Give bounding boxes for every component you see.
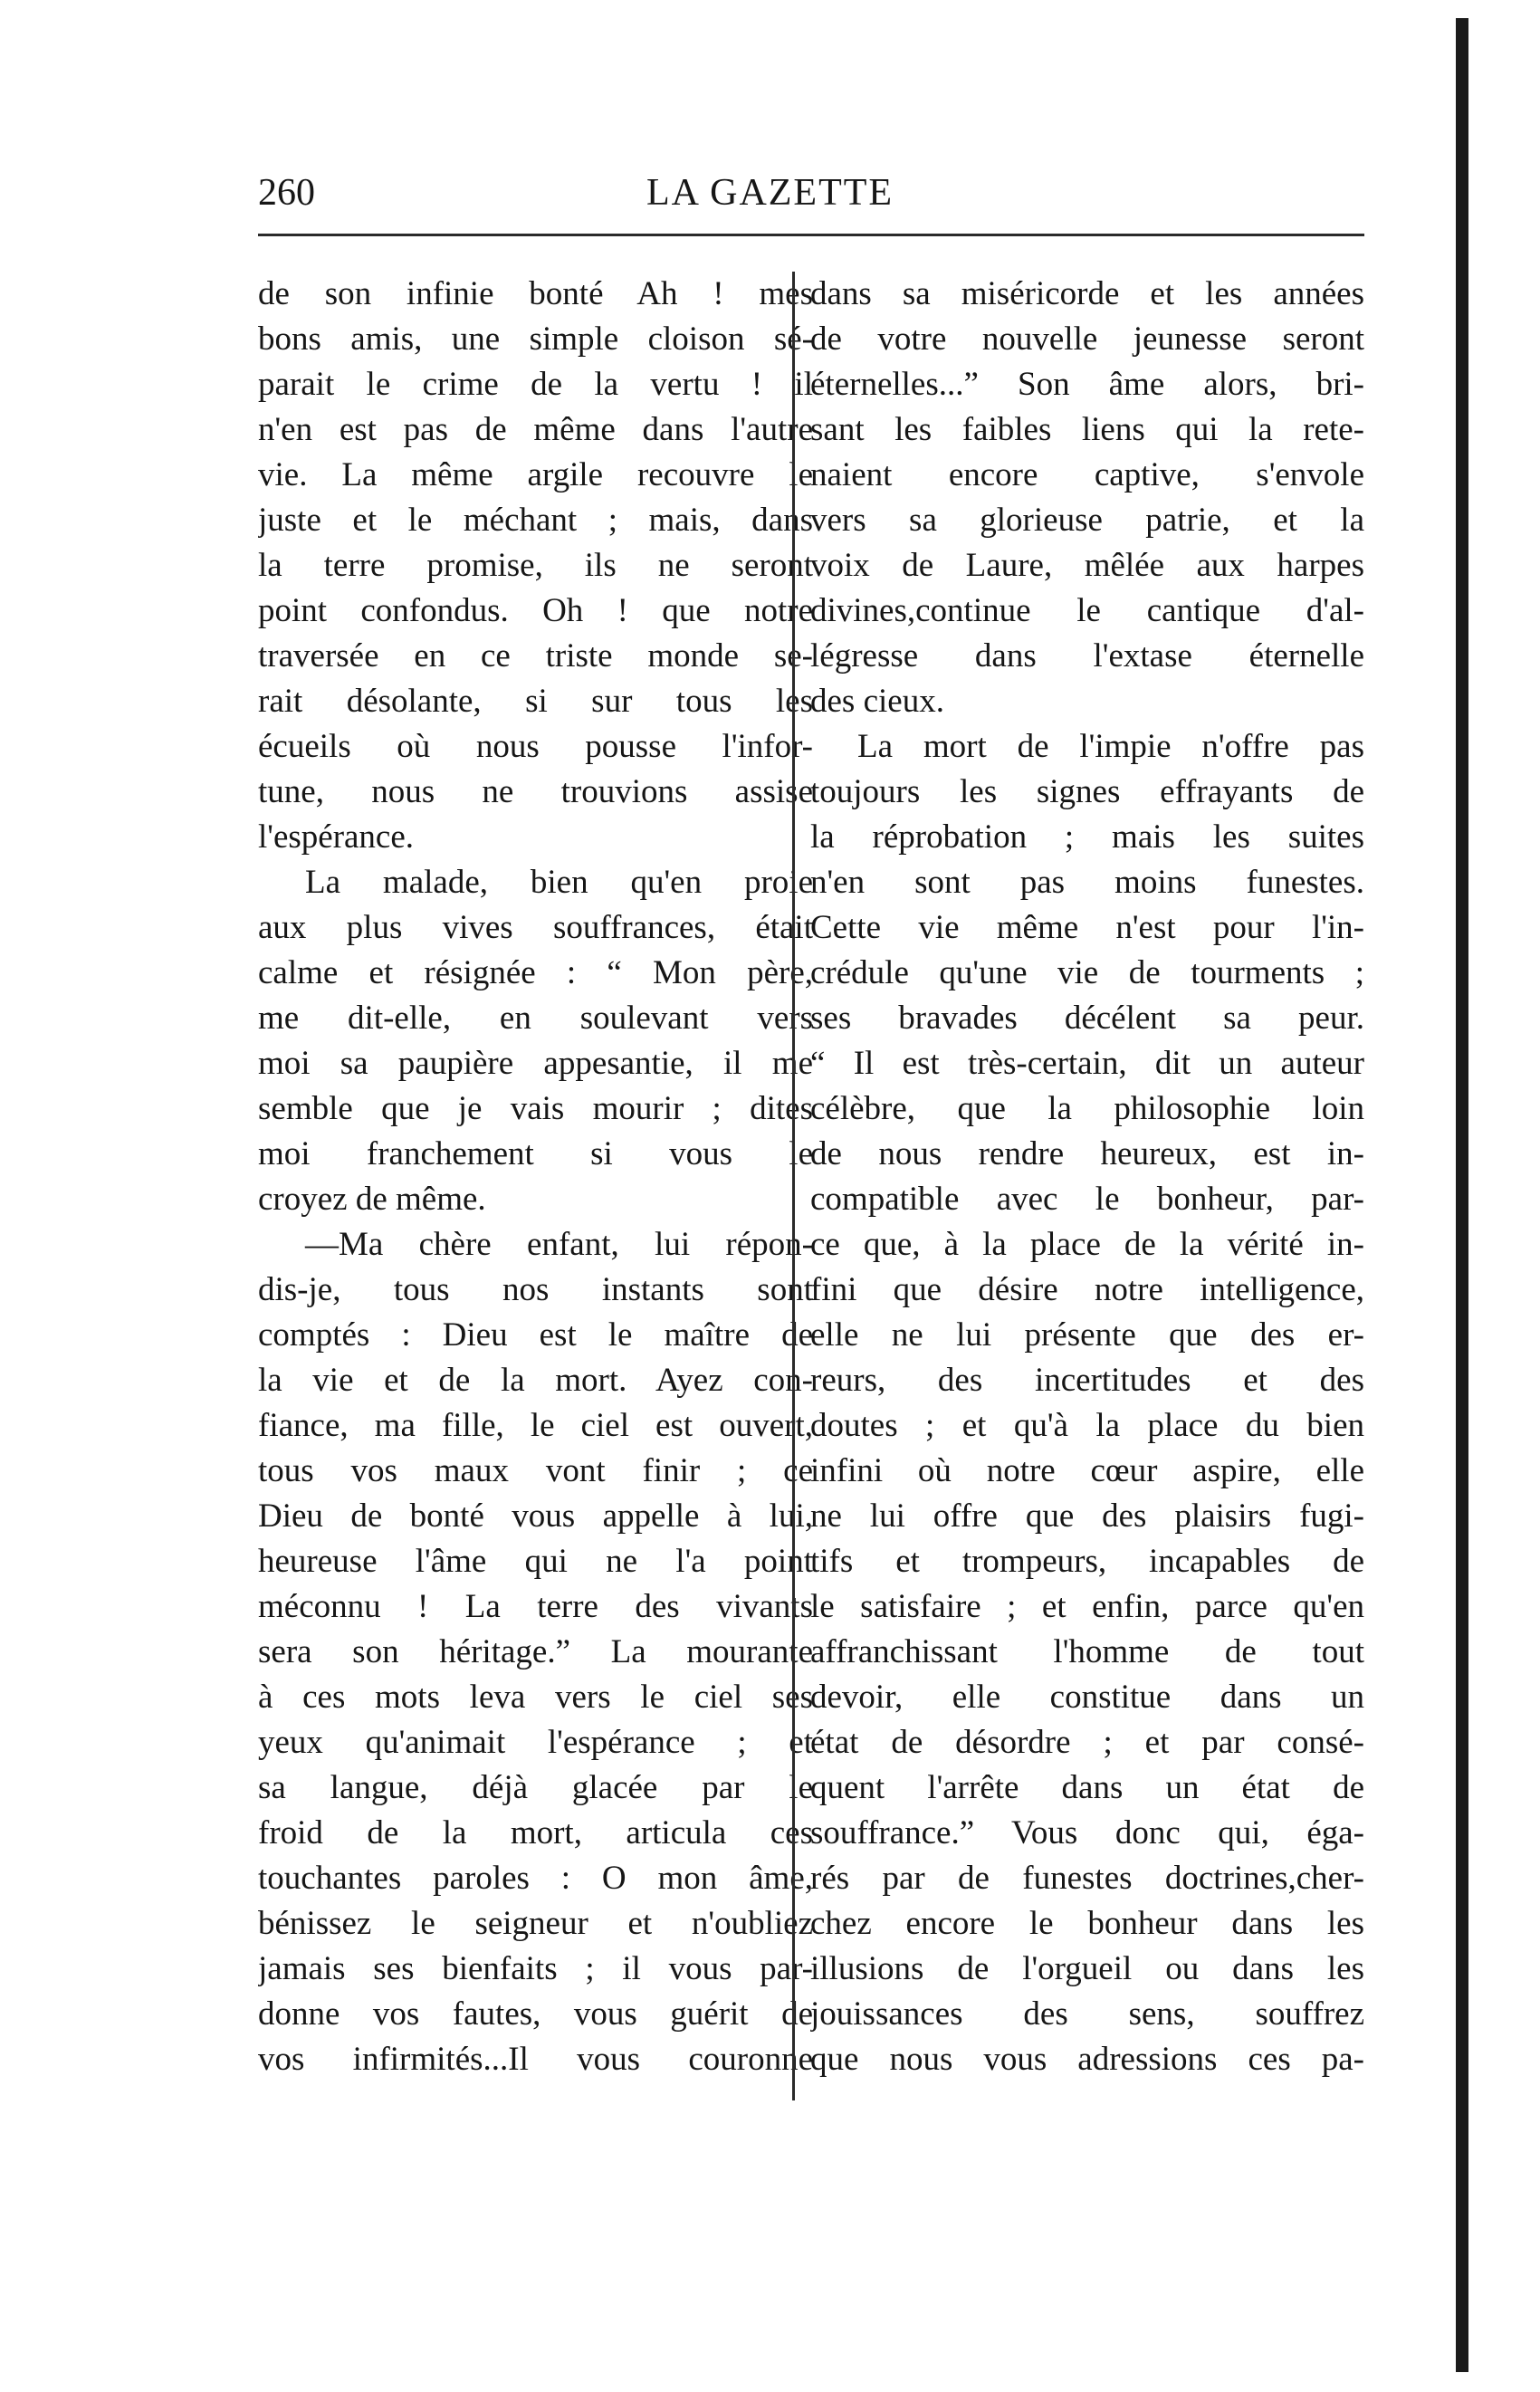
text-line: moi franchement si vous le	[258, 1135, 813, 1172]
text-line: l'espérance.	[258, 818, 415, 856]
text-line: la terre promise, ils ne seront	[258, 547, 813, 584]
text-line: méconnu ! La terre des vivants	[258, 1588, 813, 1625]
text-line: donne vos fautes, vous guérit de	[258, 1995, 813, 2033]
header-rule	[258, 234, 1364, 236]
text-line: fini que désire notre intelligence,	[810, 1271, 1364, 1308]
text-line: dans sa miséricorde et les années	[810, 275, 1364, 312]
text-line: yeux qu'animait l'espérance ; et	[258, 1724, 813, 1761]
text-line: La malade, bien qu'en proie	[305, 864, 813, 901]
text-line: me dit-elle, en soulevant vers	[258, 1000, 813, 1037]
text-line: vie. La même argile recouvre le	[258, 456, 813, 493]
text-line: de nous rendre heureux, est in-	[810, 1135, 1364, 1172]
running-head-title: LA GAZETTE	[646, 172, 894, 214]
column-right	[810, 272, 1364, 2082]
text-line: la réprobation ; mais les suites	[810, 818, 1364, 856]
text-line: juste et le méchant ; mais, dans	[258, 502, 813, 539]
text-line: éternelles...” Son âme alors, bri-	[810, 366, 1364, 403]
text-line: dis-je, tous nos instants sont	[258, 1271, 813, 1308]
text-line: fiance, ma fille, le ciel est ouvert,	[258, 1407, 813, 1444]
text-line: le satisfaire ; et enfin, parce qu'en	[810, 1588, 1364, 1625]
text-line: bons amis, une simple cloison sé-	[258, 321, 813, 358]
text-line: de son infinie bonté Ah ! mes	[258, 275, 813, 312]
text-line: devoir, elle constitue dans un	[810, 1679, 1364, 1716]
text-line: n'en est pas de même dans l'autre	[258, 411, 813, 448]
text-line: Dieu de bonté vous appelle à lui,	[258, 1497, 813, 1535]
text-line: à ces mots leva vers le ciel ses	[258, 1679, 813, 1716]
text-line: illusions de l'orgueil ou dans les	[810, 1950, 1364, 1987]
text-line: jouissances des sens, souffrez	[810, 1995, 1364, 2033]
text-line: reurs, des incertitudes et des	[810, 1362, 1364, 1399]
text-line: crédule qu'une vie de tourments ;	[810, 954, 1364, 991]
text-line: affranchissant l'homme de tout	[810, 1633, 1364, 1670]
text-line: calme et résignée : “ Mon père,	[258, 954, 813, 991]
text-line: sant les faibles liens qui la rete-	[810, 411, 1364, 448]
text-line: ses bravades décélent sa peur.	[810, 1000, 1364, 1037]
text-line: toujours les signes effrayants de	[810, 773, 1364, 810]
text-line: comptés : Dieu est le maître de	[258, 1316, 813, 1354]
text-line: aux plus vives souffrances, était	[258, 909, 813, 946]
text-line: rait désolante, si sur tous les	[258, 683, 813, 720]
text-line: Cette vie même n'est pour l'in-	[810, 909, 1364, 946]
text-line: bénissez le seigneur et n'oubliez	[258, 1905, 813, 1942]
scan-edge-bar	[1456, 18, 1468, 2372]
text-line: écueils où nous pousse l'infor-	[258, 728, 813, 765]
text-line: quent l'arrête dans un état de	[810, 1769, 1364, 1806]
text-line: état de désordre ; et par consé-	[810, 1724, 1364, 1761]
text-line: la vie et de la mort. Ayez con-	[258, 1362, 813, 1399]
text-line: naient encore captive, s'envole	[810, 456, 1364, 493]
text-line: parait le crime de la vertu ! il	[258, 366, 813, 403]
text-line: tous vos maux vont finir ; ce	[258, 1452, 813, 1489]
column-left	[258, 272, 813, 2082]
text-line: jamais ses bienfaits ; il vous par-	[258, 1950, 813, 1987]
column-divider	[792, 272, 795, 2100]
text-line: tune, nous ne trouvions assise	[258, 773, 813, 810]
text-line: froid de la mort, articula ces	[258, 1814, 813, 1851]
text-line: rés par de funestes doctrines,cher-	[810, 1860, 1364, 1897]
text-line: ce que, à la place de la vérité in-	[810, 1226, 1364, 1263]
text-line: vos infirmités...Il vous couronne	[258, 2041, 813, 2078]
text-line: souffrance.” Vous donc qui, éga-	[810, 1814, 1364, 1851]
text-line: semble que je vais mourir ; dites	[258, 1090, 813, 1127]
text-line: sera son héritage.” La mourante	[258, 1633, 813, 1670]
text-line: —Ma chère enfant, lui répon-	[305, 1226, 813, 1263]
text-line: traversée en ce triste monde se-	[258, 637, 813, 675]
text-line: La mort de l'impie n'offre pas	[857, 728, 1364, 765]
text-line: elle ne lui présente que des er-	[810, 1316, 1364, 1354]
text-line: tifs et trompeurs, incapables de	[810, 1543, 1364, 1580]
text-line: ne lui offre que des plaisirs fugi-	[810, 1497, 1364, 1535]
text-line: chez encore le bonheur dans les	[810, 1905, 1364, 1942]
text-line: sa langue, déjà glacée par le	[258, 1769, 813, 1806]
page-number: 260	[258, 172, 315, 214]
text-line: divines,continue le cantique d'al-	[810, 592, 1364, 629]
text-line: vers sa glorieuse patrie, et la	[810, 502, 1364, 539]
text-line: heureuse l'âme qui ne l'a point	[258, 1543, 813, 1580]
text-line: compatible avec le bonheur, par-	[810, 1181, 1364, 1218]
text-line: des cieux.	[810, 683, 944, 720]
text-line: croyez de même.	[258, 1181, 486, 1218]
text-line: n'en sont pas moins funestes.	[810, 864, 1364, 901]
text-line: que nous vous adressions ces pa-	[810, 2041, 1364, 2078]
text-line: de votre nouvelle jeunesse seront	[810, 321, 1364, 358]
text-line: légresse dans l'extase éternelle	[810, 637, 1364, 675]
text-line: infini où notre cœur aspire, elle	[810, 1452, 1364, 1489]
text-line: moi sa paupière appesantie, il me	[258, 1045, 813, 1082]
text-line: “ Il est très-certain, dit un auteur	[810, 1045, 1364, 1082]
text-line: touchantes paroles : O mon âme,	[258, 1860, 813, 1897]
text-line: doutes ; et qu'à la place du bien	[810, 1407, 1364, 1444]
text-line: voix de Laure, mêlée aux harpes	[810, 547, 1364, 584]
text-line: célèbre, que la philosophie loin	[810, 1090, 1364, 1127]
text-line: point confondus. Oh ! que notre	[258, 592, 813, 629]
